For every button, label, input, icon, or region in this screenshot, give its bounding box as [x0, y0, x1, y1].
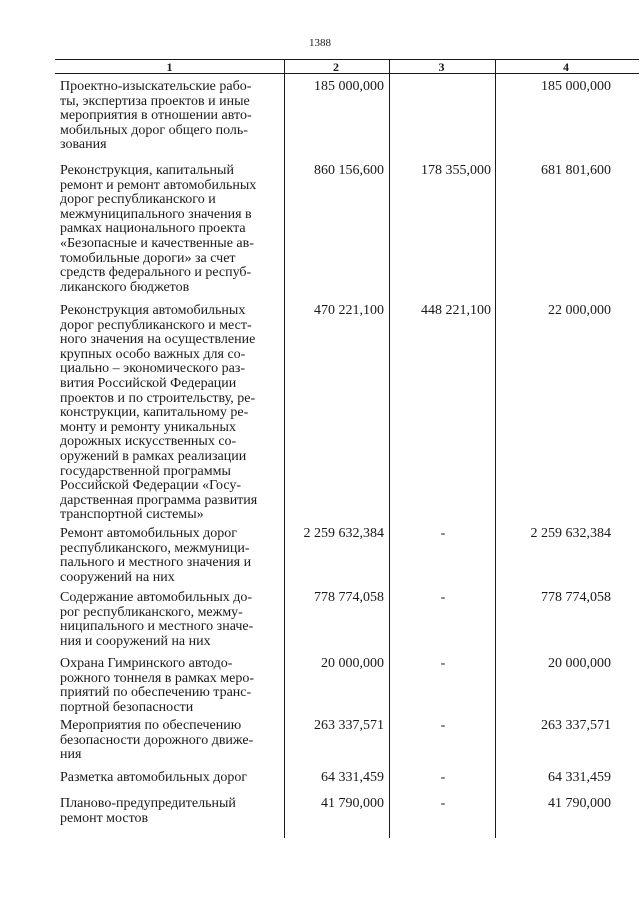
- row-col4: 41 790,000: [548, 796, 611, 811]
- row-col4: 64 331,459: [548, 770, 611, 785]
- row-col4: 681 801,600: [541, 163, 611, 178]
- row-col2: 778 774,058: [314, 590, 384, 605]
- row-name: Охрана Гимринского автодо- рожного тоннеля в рамках меро- приятий по обеспечению транс- портной безопасности: [60, 656, 254, 715]
- row-col3: 178 355,000: [421, 163, 491, 178]
- row-name: Проектно-изыскательские рабо- ты, экспертиза проектов и иные мероприятия в отношении авто- мобильных дорог общего поль- зования: [60, 79, 252, 153]
- page-number: 1388: [309, 37, 331, 49]
- row-col4: 2 259 632,384: [530, 526, 611, 541]
- row-col3: -: [440, 796, 446, 811]
- row-col2: 2 259 632,384: [303, 526, 384, 541]
- row-name: Содержание автомобильных до- рог республиканского, межму- ниципального и местного значе- ния и сооружений на них: [60, 590, 254, 649]
- row-col2: 20 000,000: [321, 656, 384, 671]
- row-col3: -: [440, 718, 446, 733]
- row-name: Ремонт автомобильных дорог республиканского, межмуници- пального и местного значения и сооружений на них: [60, 526, 252, 585]
- row-col3: 448 221,100: [421, 303, 491, 318]
- row-name: Планово-предупредительный ремонт мостов: [60, 796, 236, 826]
- row-col2: 185 000,000: [314, 79, 384, 94]
- row-col3: -: [440, 590, 446, 605]
- row-col4: 20 000,000: [548, 656, 611, 671]
- row-name: Разметка автомобильных дорог: [60, 770, 248, 785]
- row-col2: 860 156,600: [314, 163, 384, 178]
- column-header-3: 3: [438, 60, 445, 74]
- column-header-4: 4: [563, 60, 569, 74]
- row-col3: -: [440, 656, 446, 671]
- row-col4: 185 000,000: [541, 79, 611, 94]
- column-header-2: 2: [333, 60, 339, 74]
- row-name: Реконструкция, капитальный ремонт и ремонт автомобильных дорог республиканского и межмуниципального значения в рамках национального проекта «Безопасные и качественные ав- томобильные дороги» за счет средств федерального и респуб- ликанского бюджетов: [60, 163, 257, 295]
- row-col4: 263 337,571: [541, 718, 611, 733]
- row-name: Реконструкция автомобильных дорог республиканского и мест- ного значения на осуществление крупных особо важных для со- циально – экономического раз- вития Российской Федерации проектов и по строительству, ре- конструкции, капитальному ре- монту и ремонту уникальных дорожных искусственных со- оружений в рамках реализации государственной программы Российской Федерации «Госу- дарственная программа развития транспортной системы»: [60, 303, 258, 523]
- row-col4: 22 000,000: [548, 303, 611, 318]
- row-name: Мероприятия по обеспечению безопасности дорожного движе- ния: [60, 718, 254, 763]
- column-header-1: 1: [166, 60, 173, 74]
- row-col2: 64 331,459: [321, 770, 384, 785]
- row-col4: 778 774,058: [541, 590, 611, 605]
- row-col2: 263 337,571: [314, 718, 384, 733]
- row-col3: -: [440, 770, 446, 785]
- row-col2: 41 790,000: [321, 796, 384, 811]
- row-col2: 470 221,100: [314, 303, 384, 318]
- row-col3: -: [440, 526, 446, 541]
